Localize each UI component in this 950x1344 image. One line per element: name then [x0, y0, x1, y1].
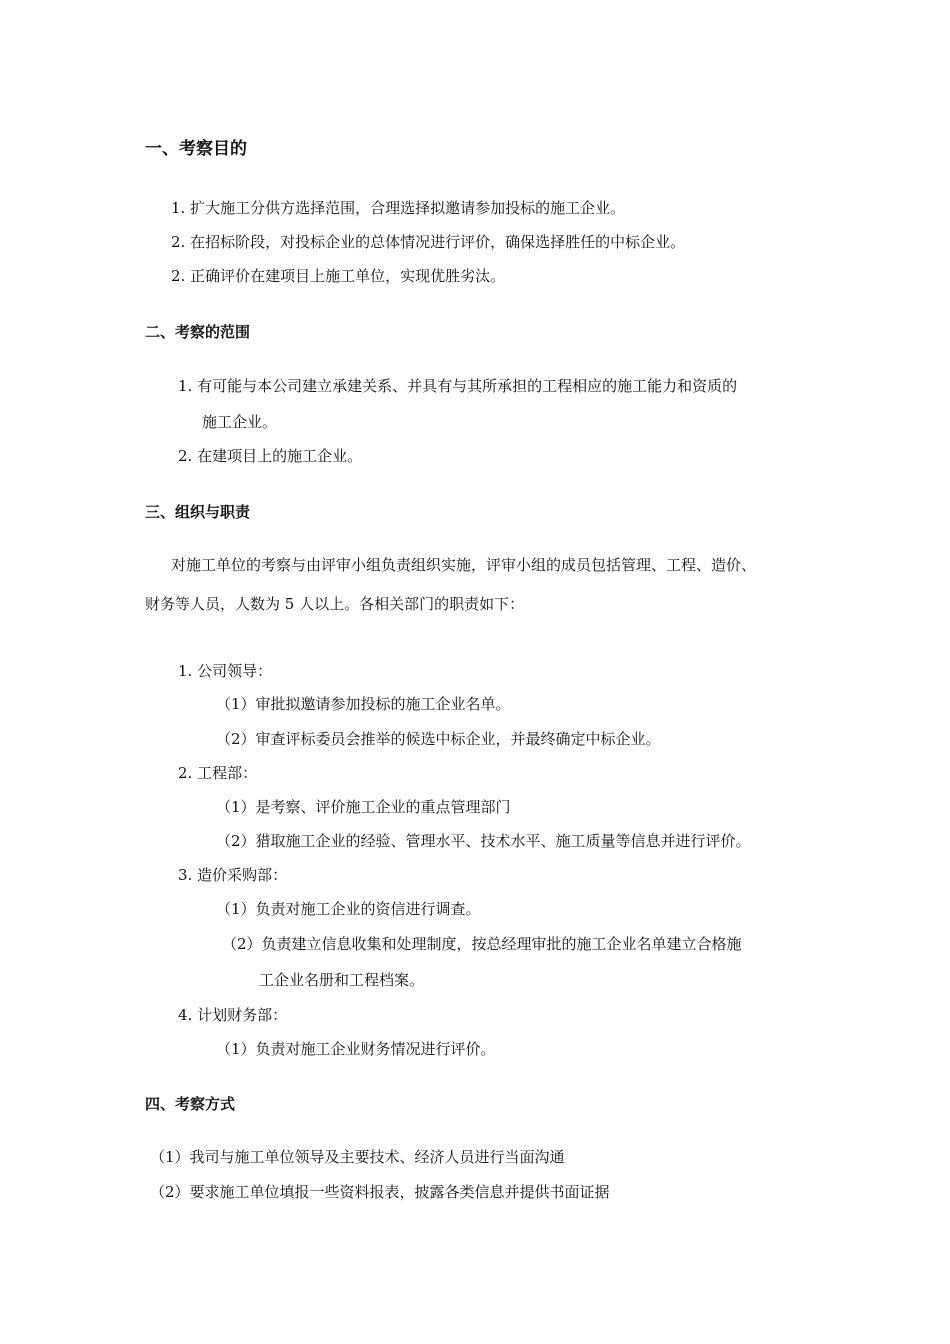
- duty-item: （2）审查评标委员会推举的候选中标企业，并最终确定中标企业。: [216, 730, 661, 748]
- paragraph-line: 财务等人员，人数为 5 人以上。各相关部门的职责如下：: [145, 595, 525, 613]
- list-item: （1）我司与施工单位领导及主要技术、经济人员进行当面沟通: [150, 1148, 565, 1166]
- duty-item: （1）是考察、评价施工企业的重点管理部门: [216, 798, 511, 816]
- duty-item: （2）猎取施工企业的经验、管理水平、技术水平、施工质量等信息并进行评价。: [216, 832, 751, 850]
- duty-item: （1）审批拟邀请参加投标的施工企业名单。: [216, 695, 511, 713]
- section-heading-4: 四、考察方式: [145, 1095, 236, 1113]
- list-item-continuation: 施工企业。: [202, 413, 278, 431]
- list-item: 2. 在建项目上的施工企业。: [178, 447, 363, 465]
- list-item: 1. 有可能与本公司建立承建关系、并具有与其所承担的工程相应的施工能力和资质的: [178, 377, 738, 395]
- section-heading-2: 二、考察的范围: [145, 323, 251, 341]
- paragraph-line: 对施工单位的考察与由评审小组负责组织实施，评审小组的成员包括管理、工程、造价、: [171, 556, 757, 574]
- department-title: 1. 公司领导：: [178, 662, 273, 680]
- duty-item: （2）负责建立信息收集和处理制度，按总经理审批的施工企业名单建立合格施: [222, 935, 742, 953]
- department-title: 4. 计划财务部：: [178, 1006, 288, 1024]
- list-item: 2. 正确评价在建项目上施工单位，实现优胜劣汰。: [171, 267, 506, 285]
- list-item: 1. 扩大施工分供方选择范围，合理选择拟邀请参加投标的施工企业。: [171, 199, 626, 217]
- section-heading-3: 三、组织与职责: [145, 503, 251, 521]
- duty-item: （1）负责对施工企业的资信进行调查。: [216, 900, 481, 918]
- department-title: 2. 工程部：: [178, 764, 258, 782]
- section-heading-1: 一、考察目的: [145, 139, 247, 159]
- duty-item: （1）负责对施工企业财务情况进行评价。: [216, 1040, 496, 1058]
- department-title: 3. 造价采购部：: [178, 866, 288, 884]
- duty-item-continuation: 工企业名册和工程档案。: [259, 971, 425, 989]
- list-item: （2）要求施工单位填报一些资料报表，披露各类信息并提供书面证据: [150, 1183, 610, 1201]
- list-item: 2. 在招标阶段，对投标企业的总体情况进行评价，确保选择胜任的中标企业。: [171, 233, 686, 251]
